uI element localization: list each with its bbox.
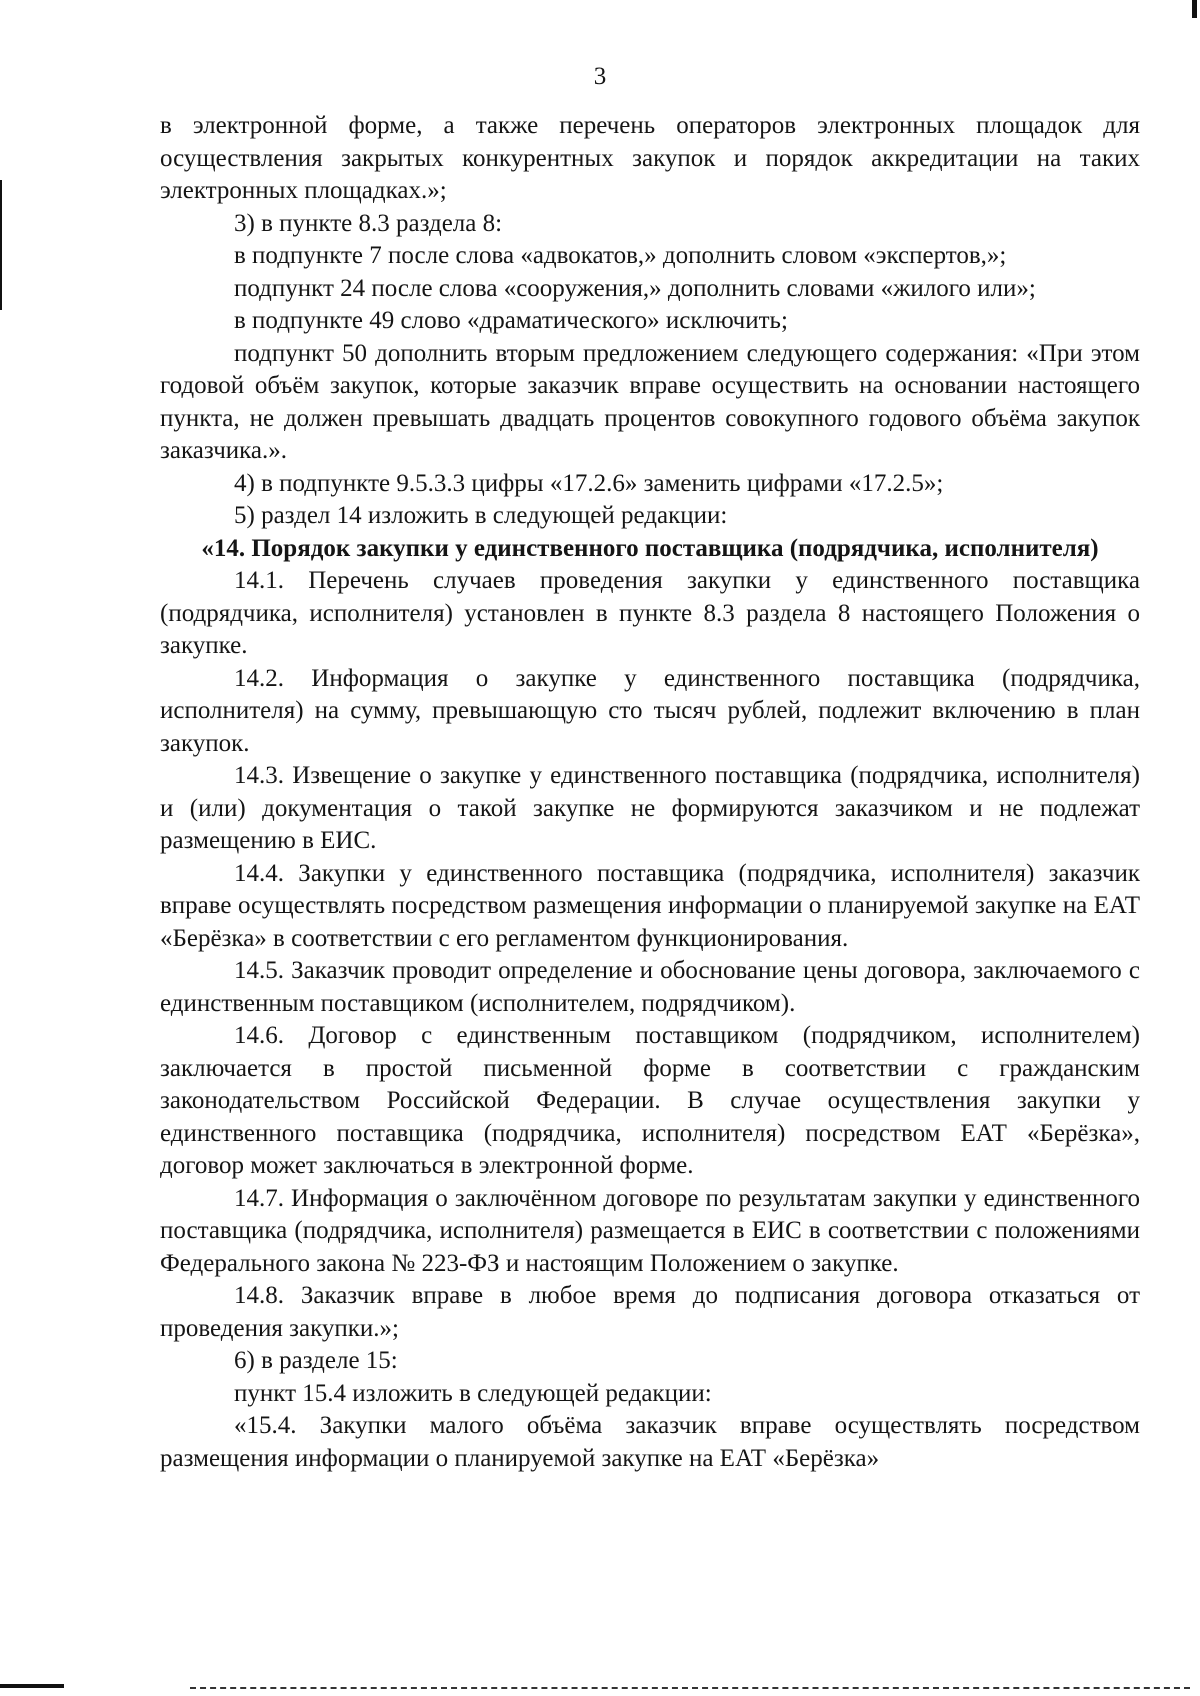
paragraph-item-6: 6) в разделе 15: <box>234 1347 398 1374</box>
paragraph-continuation: в электронной форме, а также перечень операторов электронных площадок для осуществления закрытых конкурентных закупок и порядок аккредитации на таких электронных площадках.»; <box>160 112 1140 204</box>
paragraph-14-3: 14.3. Извещение о закупке у единственного поставщика (подрядчика, исполнителя) и (или) документация о такой закупке не формируются заказчиком и не подлежат размещению в ЕИС. <box>160 762 1140 854</box>
paragraph-14-8: 14.8. Заказчик вправе в любое время до подписания договора отказаться от проведения закупки.»; <box>160 1282 1140 1342</box>
paragraph-subitem-49: в подпункте 49 слово «драматического» исключить; <box>234 307 788 334</box>
paragraph-item-5: 5) раздел 14 изложить в следующей редакции: <box>234 502 728 529</box>
paragraph-14-5: 14.5. Заказчик проводит определение и обоснование цены договора, заключаемого с единственным поставщиком (исполнителем, подрядчиком). <box>160 957 1140 1017</box>
paragraph-item-3: 3) в пункте 8.3 раздела 8: <box>234 209 503 237</box>
paragraph-14-6: 14.6. Договор с единственным поставщиком (подрядчиком, исполнителем) заключается в простой письменной форме в соответствии с гражданским законодательством Российской Федерации. В случае осуществления закупки у единственного поставщика (подрядчика, исполнителя) посредством ЕАТ «Берёзка», договор может заключаться в электронной форме. <box>160 1022 1140 1179</box>
paragraph-15-4-text: «15.4. Закупки малого объёма заказчик вправе осуществлять посредством размещения информации о планируемой закупке на ЕАТ «Берёзка» <box>160 1412 1140 1472</box>
paragraph-subitem-24: подпункт 24 после слова «сооружения,» дополнить словами «жилого или»; <box>234 274 1036 302</box>
scan-line-bottom <box>190 1687 1190 1689</box>
paragraph-14-2: 14.2. Информация о закупке у единственного поставщика (подрядчика, исполнителя) на сумму, превышающую сто тысяч рублей, подлежит включению в план закупок. <box>160 664 1140 757</box>
document-body <box>160 110 1140 1475</box>
paragraph-item-4: 4) в подпункте 9.5.3.3 цифры «17.2.6» заменить цифрами «17.2.5»; <box>234 469 944 497</box>
paragraph-14-4: 14.4. Закупки у единственного поставщика (подрядчика, исполнителя) заказчик вправе осуществлять посредством размещения информации о планируемой закупке на ЕАТ «Берёзка» в соответствии с его регламентом функционирования. <box>160 859 1140 952</box>
paragraph-14-1: 14.1. Перечень случаев проведения закупки у единственного поставщика (подрядчика, исполнителя) установлен в пункте 8.3 раздела 8 настоящего Положения о закупке. <box>160 567 1140 659</box>
section-14-heading: «14. Порядок закупки у единственного поставщика (подрядчика, исполнителя) <box>201 534 1099 562</box>
paragraph-subitem-50: подпункт 50 дополнить вторым предложением следующего содержания: «При этом годовой объём закупок, которые заказчик вправе осуществить на основании настоящего пункта, не должен превышать двадцать процентов совокупного годового объёма закупок заказчика.». <box>160 339 1140 464</box>
paragraph-14-7: 14.7. Информация о заключённом договоре по результатам закупки у единственного поставщика (подрядчика, исполнителя) размещается в ЕИС в соответствии с положениями Федерального закона № 223-ФЗ и настоящим Положением о закупке. <box>160 1184 1140 1277</box>
paragraph-point-15-4: пункт 15.4 изложить в следующей редакции: <box>234 1379 712 1407</box>
paragraph-subitem-7: в подпункте 7 после слова «адвокатов,» дополнить словом «экспертов,»; <box>234 242 1007 269</box>
scan-mark-left-edge <box>0 180 2 310</box>
scan-mark-bottom-left <box>0 1684 64 1688</box>
scan-mark-top-right <box>1192 0 1197 18</box>
page-number: 3 <box>593 63 607 90</box>
